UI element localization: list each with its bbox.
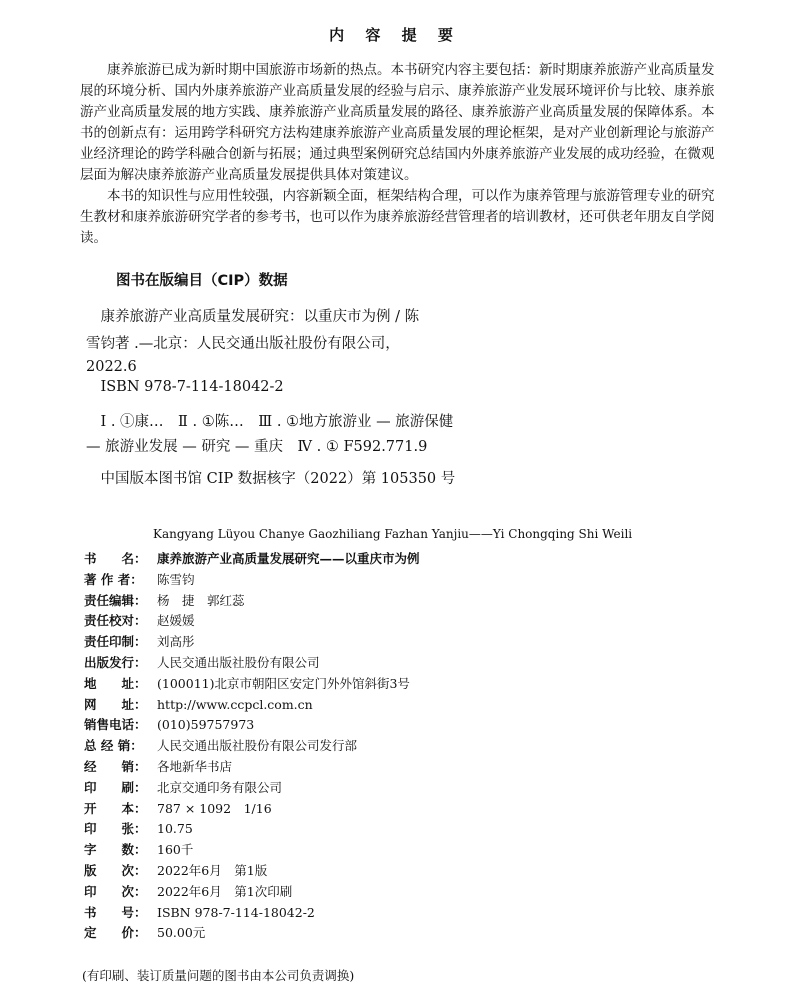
info-value: 787 × 1092 1/16: [157, 800, 272, 816]
info-label: 责任编辑：: [84, 592, 147, 608]
info-row-word-count: [84, 840, 420, 861]
info-label: 定 价：: [84, 925, 147, 941]
info-row-publisher: [84, 653, 420, 674]
info-label: 责任印制：: [84, 634, 147, 650]
cip-line-classification-2: — 旅游业发展 — 研究 — 重庆 Ⅳ . ① F592.771.9: [86, 439, 428, 455]
info-label: 销售电话：: [84, 717, 147, 733]
info-label: 地 址：: [84, 675, 147, 691]
info-row-printing: [84, 882, 420, 903]
info-row-edition: [84, 861, 420, 882]
info-row-printer: [84, 778, 420, 799]
info-row-author: [84, 570, 420, 591]
info-value: 2022年6月 第1次印刷: [157, 883, 293, 899]
info-value: (100011)北京市朝阳区安定门外外馆斜街3号: [157, 675, 410, 691]
info-label: 书 名：: [84, 551, 147, 566]
info-value: 人民交通出版社股份有限公司: [157, 654, 320, 670]
info-row-address: [84, 674, 420, 695]
info-label: 总 经 销：: [84, 738, 143, 754]
info-row-print-supervisor: [84, 632, 420, 653]
info-value: http://www.ccpcl.com.cn: [157, 696, 313, 712]
cip-line-classification-1: Ⅰ . ①康… Ⅱ . ①陈… Ⅲ . ①地方旅游业 — 旅游保健: [86, 414, 454, 430]
info-row-price: [84, 923, 420, 944]
info-value: ISBN 978-7-114-18042-2: [157, 904, 315, 920]
abstract-paragraph-2: 本书的知识性与应用性较强，内容新颖全面，框架结构合理，可以作为康养管理与旅游管理专业的研究生教材和康养旅游研究学者的参考书，也可以作为康养旅游经营管理者的培训教材，还可供老年朋友自学阅读。: [80, 188, 715, 246]
info-value: 杨 捷 郭红蕊: [157, 592, 245, 608]
info-value: 刘高彤: [157, 634, 195, 650]
info-label: 书 号：: [84, 904, 147, 920]
info-label: 出版发行：: [84, 654, 147, 670]
info-row-sheets: [84, 819, 420, 840]
abstract: [80, 60, 720, 249]
info-value: 2022年6月 第1版: [157, 862, 268, 878]
info-label: 著 作 者：: [84, 571, 143, 587]
info-row-website: [84, 695, 420, 716]
info-value: 陈雪钧: [157, 571, 195, 587]
english-title: Kangyang Lüyou Chanye Gaozhiliang Fazhan Yanjiu——Yi Chongqing Shi Weili: [153, 527, 633, 541]
info-value: 50.00元: [157, 925, 206, 941]
info-label: 印 张：: [84, 821, 147, 837]
cip-line-record-number: 中国版本图书馆 CIP 数据核字（2022）第 105350 号: [86, 471, 456, 487]
abstract-paragraph-1: 康养旅游已成为新时期中国旅游市场新的热点。本书研究内容主要包括：新时期康养旅游产业高质量发展的环境分析、国内外康养旅游产业高质量发展的经验与启示、康养旅游产业发展环境评价与比较、康养旅游产业高质量发展的地方实践、康养旅游产业高质量发展的路径、康养旅游产业高质量发展的保障体系。本书的创新点有：运用跨学科研究方法构建康养旅游产业高质量发展的理论框架，是对产业创新理论与旅游产业经济理论的跨学科融合创新与拓展；通过典型案例研究总结国内外康养旅游产业发展的成功经验，在微观层面为解决康养旅游产业高质量发展提供具体对策建议。: [80, 62, 715, 183]
info-label: 印 刷：: [84, 779, 147, 795]
info-row-editor: [84, 591, 420, 612]
info-label: 开 本：: [84, 800, 147, 816]
info-row-general-distributor: [84, 736, 420, 757]
info-value: 赵媛媛: [157, 613, 195, 629]
info-row-sales-phone: [84, 715, 420, 736]
info-row-distributor: [84, 757, 420, 778]
info-row-title: [84, 549, 420, 570]
info-value: 人民交通出版社股份有限公司发行部: [157, 738, 358, 754]
info-value: (010)59757973: [157, 717, 255, 733]
info-value: 160千: [157, 842, 194, 858]
info-value: 10.75: [157, 821, 193, 837]
publication-info-table: [84, 549, 420, 944]
info-row-isbn: [84, 903, 420, 924]
quality-footnote: (有印刷、装订质量问题的图书由本公司负责调换): [82, 968, 355, 983]
cip-title: 图书在版编目（CIP）数据: [116, 273, 288, 289]
info-value: 康养旅游产业高质量发展研究——以重庆市为例: [157, 551, 420, 566]
info-label: 字 数：: [84, 842, 147, 858]
summary-heading: 内 容 提 要: [329, 26, 461, 44]
info-value: 北京交通印务有限公司: [157, 779, 283, 795]
info-row-proofreader: [84, 611, 420, 632]
cip-line-2: 雪钧著 .—北京：人民交通出版社股份有限公司，: [86, 336, 400, 352]
info-label: 版 次：: [84, 862, 147, 878]
info-label: 责任校对：: [84, 613, 147, 629]
cip-line-3: 2022.6: [86, 359, 137, 375]
info-value: 各地新华书店: [157, 758, 233, 774]
info-label: 经 销：: [84, 758, 147, 774]
info-row-format: [84, 799, 420, 820]
cip-line-isbn: ISBN 978-7-114-18042-2: [86, 379, 284, 395]
cip-line-1: 康养旅游产业高质量发展研究：以重庆市为例 / 陈: [86, 309, 420, 325]
info-label: 网 址：: [84, 696, 147, 712]
info-label: 印 次：: [84, 883, 147, 899]
